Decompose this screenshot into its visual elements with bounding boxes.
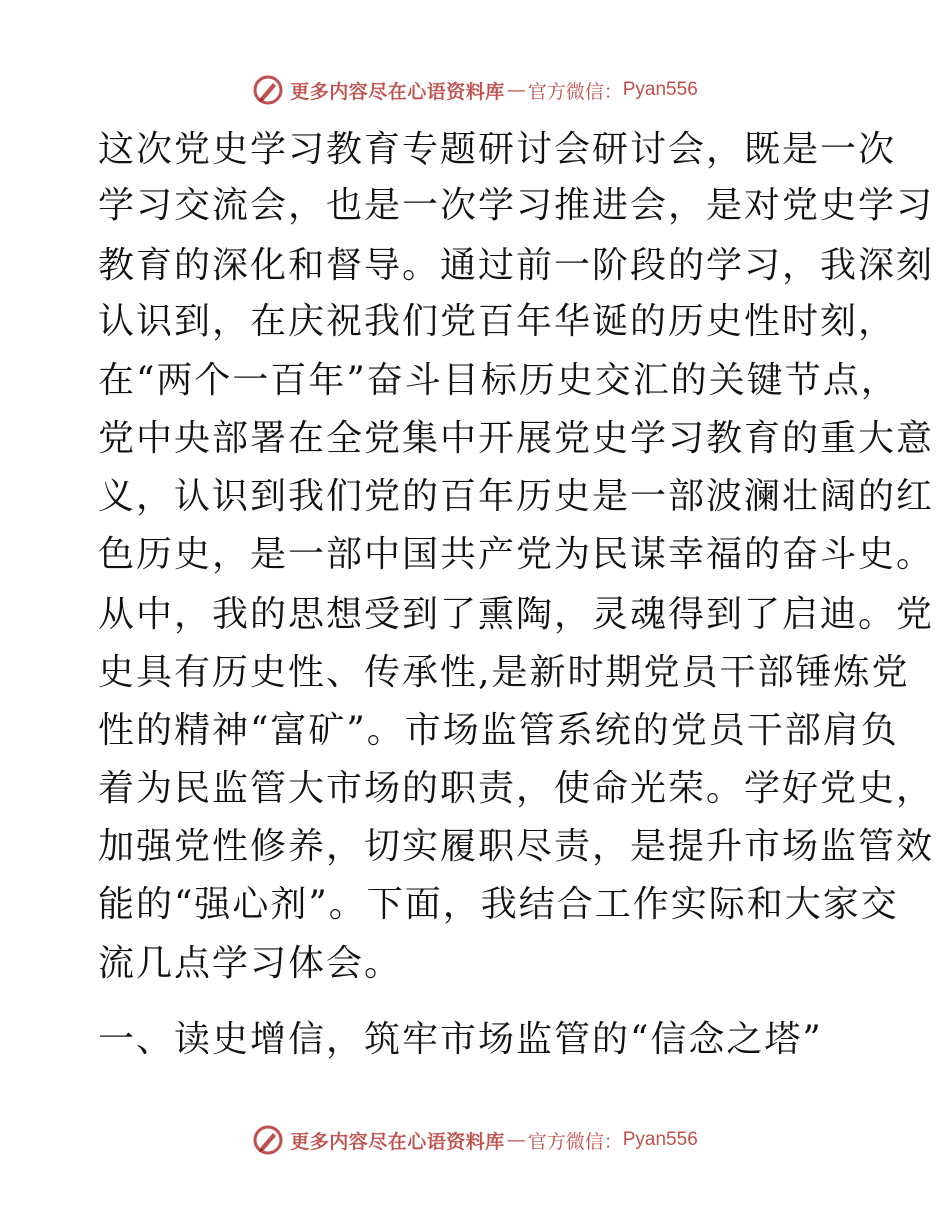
paragraph-line: 着为民监管大市场的职责，使命光荣。学好党史，: [98, 768, 935, 809]
paragraph-line: 学习交流会，也是一次学习推进会，是对党史学习: [98, 185, 935, 226]
watermark-main-text: 更多内容尽在心语资料库: [290, 1130, 505, 1153]
paragraph-line: 认识到，在庆祝我们党百年华诞的历史性时刻，: [98, 301, 897, 342]
paragraph-line: 能的“强心剂”。下面，我结合工作实际和大家交: [98, 884, 899, 925]
paragraph-line: 色历史，是一部中国共产党为民谋幸福的奋斗史。: [98, 534, 935, 575]
section-heading: 一、读史增信，筑牢市场监管的“信念之塔”: [98, 1019, 823, 1060]
paragraph-line: 党中央部署在全党集中开展党史学习教育的重大意: [98, 418, 935, 459]
paragraph-line: 这次党史学习教育专题研讨会研讨会，既是一次: [98, 129, 897, 170]
pen-logo-icon: [252, 1124, 284, 1156]
watermark-main-text: 更多内容尽在心语资料库: [290, 80, 505, 103]
pen-logo-icon: [252, 74, 284, 106]
watermark-wechat-id: Pyan556: [622, 79, 698, 100]
paragraph-line: 加强党性修养，切实履职尽责，是提升市场监管效: [98, 826, 935, 867]
paragraph-line: 从中，我的思想受到了熏陶，灵魂得到了启迪。党: [98, 594, 935, 635]
header-watermark: [0, 70, 950, 110]
watermark-dash: —: [506, 79, 526, 101]
watermark-wechat-id: Pyan556: [622, 1129, 698, 1150]
paragraph-line: 性的精神“富矿”。市场监管系统的党员干部肩负: [98, 710, 899, 751]
footer-watermark: [0, 1120, 950, 1160]
paragraph-line: 义，认识到我们党的百年历史是一部波澜壮阔的红: [98, 476, 935, 517]
watermark-wechat-label: 官方微信：: [527, 80, 623, 103]
watermark-dash: —: [506, 1129, 526, 1151]
watermark-wechat-label: 官方微信：: [527, 1130, 623, 1153]
paragraph-line: 教育的深化和督导。通过前一阶段的学习，我深刻: [98, 245, 935, 286]
paragraph-line: 在“两个一百年”奋斗目标历史交汇的关键节点，: [98, 360, 899, 401]
paragraph-line: 史具有历史性、传承性,是新时期党员干部锤炼党: [98, 652, 910, 693]
paragraph-line: 流几点学习体会。: [98, 943, 403, 984]
